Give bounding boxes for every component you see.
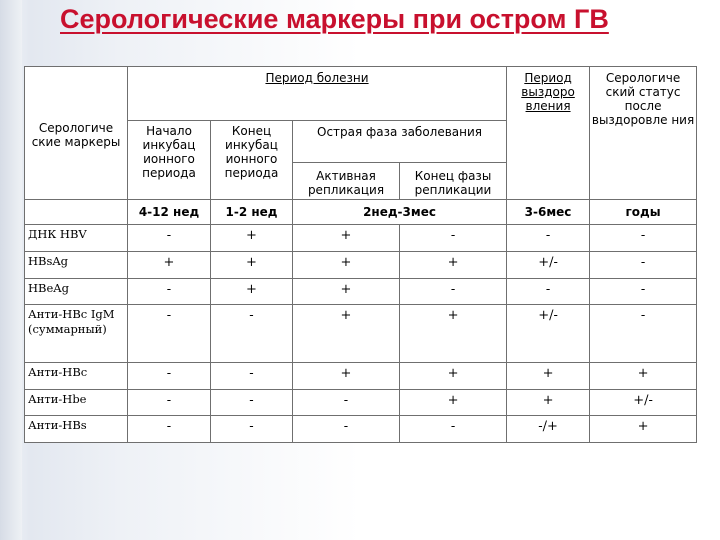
duration-incubation-end: 1-2 нед bbox=[211, 200, 293, 225]
marker-value-cell: - bbox=[400, 225, 507, 252]
marker-value-cell: + bbox=[293, 305, 400, 363]
marker-value-cell: + bbox=[128, 252, 211, 279]
table-row bbox=[25, 252, 697, 279]
header-markers: Серологиче ские маркеры bbox=[25, 67, 128, 200]
marker-value-cell: - bbox=[293, 416, 400, 443]
marker-value-cell: + bbox=[400, 305, 507, 363]
header-incubation-start: Начало инкубац ионного периода bbox=[128, 121, 211, 200]
marker-value-cell: +/- bbox=[590, 390, 697, 416]
marker-label: HBeAg bbox=[25, 279, 128, 305]
marker-value-cell: + bbox=[400, 252, 507, 279]
table-row bbox=[25, 279, 697, 305]
marker-value-cell: - bbox=[211, 416, 293, 443]
marker-value-cell: - bbox=[128, 225, 211, 252]
table-row bbox=[25, 305, 697, 363]
header-period-illness: Период болезни bbox=[128, 67, 507, 121]
marker-value-cell: + bbox=[507, 363, 590, 390]
marker-value-cell: - bbox=[293, 390, 400, 416]
duration-acute: 2нед-3мес bbox=[293, 200, 507, 225]
marker-value-cell: + bbox=[590, 363, 697, 390]
header-acute-phase: Острая фаза заболевания bbox=[293, 121, 507, 163]
header-period-recovery: Период выздоро вления bbox=[507, 67, 590, 200]
marker-value-cell: - bbox=[590, 279, 697, 305]
marker-value-cell: - bbox=[211, 305, 293, 363]
marker-value-cell: - bbox=[128, 390, 211, 416]
marker-value-cell: - bbox=[590, 252, 697, 279]
marker-value-cell: - bbox=[590, 225, 697, 252]
marker-value-cell: + bbox=[590, 416, 697, 443]
table-row bbox=[25, 390, 697, 416]
marker-value-cell: - bbox=[211, 363, 293, 390]
marker-value-cell: + bbox=[293, 225, 400, 252]
marker-value-cell: - bbox=[128, 363, 211, 390]
marker-label: Анти-Hbe bbox=[25, 390, 128, 416]
table-row bbox=[25, 363, 697, 390]
marker-value-cell: - bbox=[128, 305, 211, 363]
header-incubation-end: Конец инкубац ионного периода bbox=[211, 121, 293, 200]
marker-label: Анти-HBs bbox=[25, 416, 128, 443]
serological-markers-table bbox=[24, 66, 697, 443]
marker-value-cell: - bbox=[400, 279, 507, 305]
marker-value-cell: - bbox=[590, 305, 697, 363]
table-row bbox=[25, 416, 697, 443]
marker-value-cell: + bbox=[400, 363, 507, 390]
marker-value-cell: - bbox=[507, 225, 590, 252]
marker-label: ДНК HBV bbox=[25, 225, 128, 252]
marker-label: HBsAg bbox=[25, 252, 128, 279]
marker-value-cell: +/- bbox=[507, 252, 590, 279]
duration-recovery: 3-6мес bbox=[507, 200, 590, 225]
marker-value-cell: + bbox=[211, 252, 293, 279]
marker-value-cell: - bbox=[400, 416, 507, 443]
header-active-replication: Активная репликация bbox=[293, 163, 400, 200]
marker-value-cell: - bbox=[211, 390, 293, 416]
header-end-replication: Конец фазы репликации bbox=[400, 163, 507, 200]
marker-value-cell: - bbox=[128, 416, 211, 443]
marker-value-cell: +/- bbox=[507, 305, 590, 363]
slide-title: Серологические маркеры при остром ГВ bbox=[60, 4, 609, 34]
marker-value-cell: + bbox=[293, 252, 400, 279]
marker-value-cell: + bbox=[293, 279, 400, 305]
marker-value-cell: + bbox=[507, 390, 590, 416]
marker-value-cell: + bbox=[211, 279, 293, 305]
duration-status: годы bbox=[590, 200, 697, 225]
duration-incubation-start: 4-12 нед bbox=[128, 200, 211, 225]
slide-side-stripe bbox=[0, 0, 22, 540]
marker-label: Анти-HBc bbox=[25, 363, 128, 390]
marker-value-cell: + bbox=[293, 363, 400, 390]
header-status-after: Серологиче ский статус после выздоровле ния bbox=[590, 67, 697, 200]
marker-value-cell: + bbox=[211, 225, 293, 252]
marker-label: Анти-HBc IgM (суммарный) bbox=[25, 305, 128, 363]
header-blank-cell bbox=[25, 200, 128, 225]
marker-value-cell: - bbox=[507, 279, 590, 305]
marker-value-cell: - bbox=[128, 279, 211, 305]
marker-value-cell: + bbox=[400, 390, 507, 416]
table-row bbox=[25, 225, 697, 252]
marker-value-cell: -/+ bbox=[507, 416, 590, 443]
